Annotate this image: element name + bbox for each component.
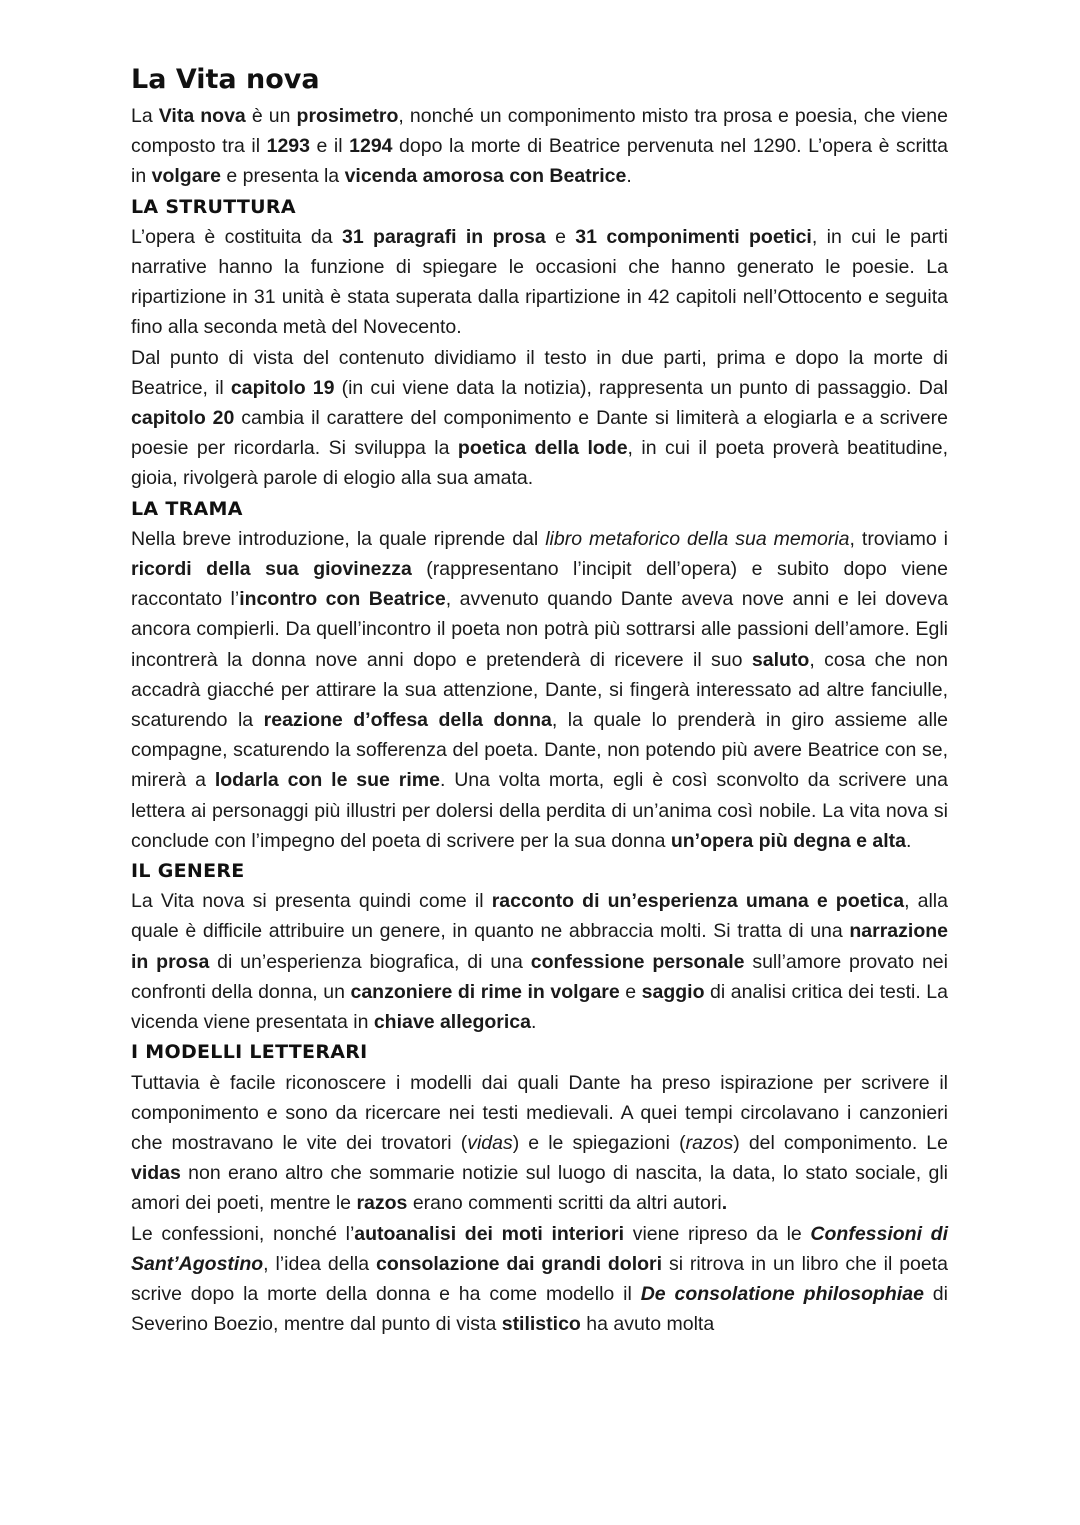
paragraph	[131, 1219, 948, 1340]
text-run: e	[619, 980, 642, 1003]
bold-text: capitolo 20	[131, 407, 235, 430]
text-run: , troviamo i	[849, 527, 948, 550]
section	[131, 494, 948, 856]
text-run: si ritrova in un libro che il poeta scrive dopo la morte della donna e ha come modello il	[131, 1252, 948, 1305]
text-run: è un	[245, 105, 297, 127]
bold-text: vicenda amorosa con Beatrice	[344, 165, 627, 188]
paragraph	[131, 524, 948, 856]
document-page	[131, 62, 948, 1339]
bold-text: saggio	[641, 980, 705, 1003]
bold-text: capitolo 19	[230, 376, 335, 399]
bold-text: chiave allegorica	[373, 1011, 531, 1034]
document-body	[131, 101, 948, 1339]
bold-text: incontro con Beatrice	[239, 588, 446, 611]
bold-text: autoanalisi dei moti interiori	[354, 1222, 625, 1245]
text-run: Le confessioni, nonché l’	[131, 1222, 355, 1245]
text-run: cambia il carattere del componimento e Dante si limiterà a elogiarla e a scrivere poesie per ricordarla. Si sviluppa la	[131, 407, 948, 460]
italic-text: libro metaforico della sua memoria	[545, 527, 850, 550]
bold-text: prosimetro	[296, 105, 399, 127]
section-heading: IL GENERE	[131, 860, 245, 883]
bold-text: 31 componimenti poetici	[575, 225, 812, 248]
text-run: , alla quale è difficile attribuire un genere, in quanto ne abbraccia molti. Si tratta di una	[131, 890, 948, 943]
text-run: .	[531, 1011, 537, 1034]
bold-text: vidas	[131, 1162, 181, 1185]
italic-text: razos	[685, 1131, 734, 1154]
paragraph	[131, 1068, 948, 1219]
text-run: , in cui il poeta proverà beatitudine, gioia, rivolgerà parole di elogio alla sua amata.	[131, 437, 948, 490]
text-run: ) del componimento. Le	[733, 1131, 948, 1154]
text-run: ha avuto molta	[580, 1313, 715, 1336]
paragraph	[131, 343, 948, 494]
section-heading: LA STRUTTURA	[131, 195, 296, 218]
bold-text: 1294	[349, 135, 393, 158]
text-run: e il	[309, 135, 350, 158]
text-run: (in cui viene data la notizia), rappresenta un punto di passaggio. Dal	[334, 376, 948, 399]
text-run: ) e le spiegazioni (	[512, 1131, 686, 1154]
bold-text: 1293	[266, 135, 310, 158]
text-run: , la quale lo prenderà in giro assieme alle compagne, scaturendo la sofferenza del poeta. Dante, non potendo più avere Beatrice con se, mirerà a	[131, 709, 948, 792]
text-run: , avvenuto quando Dante aveva nove anni e lei doveva ancora compierli. Da quell’incontro il poeta non potrà più sottrarsi alle passioni dell’amore. Egli incontrerà la donna nove anni dopo e pretenderà di ricevere il suo	[131, 588, 948, 671]
text-run: viene ripreso da le	[624, 1222, 811, 1245]
text-run: L’opera è costituita da	[131, 225, 342, 248]
text-run: Nella breve introduzione, la quale riprende dal	[131, 527, 546, 550]
bold-text: De consolatione philosophiae	[640, 1282, 924, 1305]
bold-text: consolazione dai grandi dolori	[375, 1252, 663, 1275]
text-run: . Una volta morta, egli è così sconvolto da scrivere una lettera ai personaggi più illustri per dolersi della perdita di un’anima così nobile. La vita nova si conclude con l’impegno del poeta di scrivere per la sua donna	[131, 769, 948, 852]
bold-text: un’opera più degna e alta	[670, 829, 906, 852]
section-heading: LA TRAMA	[131, 497, 243, 520]
bold-text: razos	[356, 1192, 408, 1215]
bold-text: confessione personale	[530, 950, 745, 973]
text-run: dopo la morte di Beatrice pervenuta nel 1290. L’opera è scritta in	[131, 135, 948, 188]
bold-text: Confessioni di Sant’Agostino	[131, 1222, 948, 1275]
bold-text: 31 paragrafi in prosa	[341, 225, 546, 248]
bold-text: canzoniere di rime in volgare	[350, 980, 620, 1003]
text-run: Dal punto di vista del contenuto dividiamo il testo in due parti, prima e dopo la morte di Beatrice, il	[131, 346, 948, 399]
bold-text: saluto	[751, 648, 810, 671]
text-run: e	[545, 225, 576, 248]
bold-text: volgare	[151, 165, 221, 188]
text-run: , l’idea della	[263, 1252, 376, 1275]
paragraph	[131, 886, 948, 1037]
section	[131, 856, 948, 1037]
section	[131, 101, 948, 192]
text-run: di analisi critica dei testi. La vicenda viene presentata in	[131, 980, 948, 1034]
bold-text: racconto di un’esperienza umana e poetica	[491, 890, 905, 913]
text-run: sull’amore provato nei confronti della donna, un	[131, 950, 948, 1003]
text-run: non erano altro che sommarie notizie sul luogo di nascita, la data, lo stato sociale, gli amori dei poeti, mentre le	[131, 1162, 948, 1215]
italic-text: vidas	[467, 1131, 513, 1154]
text-run: .	[626, 165, 632, 188]
bold-text: lodarla con le sue rime	[214, 769, 440, 792]
bold-text: ricordi della sua giovinezza	[131, 558, 412, 581]
text-run: .	[905, 829, 912, 852]
document-title: La Vita nova	[131, 64, 320, 95]
text-run: erano commenti scritti da altri autori	[407, 1192, 722, 1215]
section	[131, 1037, 948, 1339]
paragraph	[131, 101, 948, 192]
bold-text: stilistico	[501, 1313, 581, 1336]
bold-text: Vita nova	[158, 105, 246, 127]
text-run: , in cui le parti narrative hanno la funzione di spiegare le occasioni che hanno generato le poesie. La ripartizione in 31 unità è stata superata dalla ripartizione in 42 capitoli nell’Ottocento e seguita fino alla seconda metà del Novecento.	[131, 225, 948, 339]
text-run: Tuttavia è facile riconoscere i modelli dai quali Dante ha preso ispirazione per scrivere il componimento e sono da ricercare nei testi medievali. A quei tempi circolavano i canzonieri che mostravano le vite dei trovatori (	[131, 1071, 948, 1154]
bold-text: reazione d’offesa della donna	[263, 709, 552, 732]
bold-text: poetica della lode	[457, 437, 628, 460]
section-heading: I MODELLI LETTERARI	[131, 1041, 368, 1064]
text-run: La	[131, 105, 159, 127]
text-run: e presenta la	[220, 165, 345, 188]
text-run: (rappresentano l’incipit dell’opera) e subito dopo viene raccontato l’	[131, 558, 948, 611]
bold-text: .	[721, 1192, 728, 1215]
section	[131, 192, 948, 494]
text-run: , nonché un componimento misto tra prosa e poesia, che viene composto tra il	[131, 105, 948, 158]
text-run: La Vita nova si presenta quindi come il	[131, 890, 492, 913]
bold-text: narrazione in prosa	[131, 920, 948, 973]
text-run: di un’esperienza biografica, di una	[209, 950, 531, 973]
text-run: , cosa che non accadrà giacché per attirare la sua attenzione, Dante, si fingerà interessato ad altre fanciulle, scaturendo la	[131, 648, 948, 732]
paragraph	[131, 222, 948, 343]
text-run: di Severino Boezio, mentre dal punto di vista	[131, 1282, 948, 1336]
